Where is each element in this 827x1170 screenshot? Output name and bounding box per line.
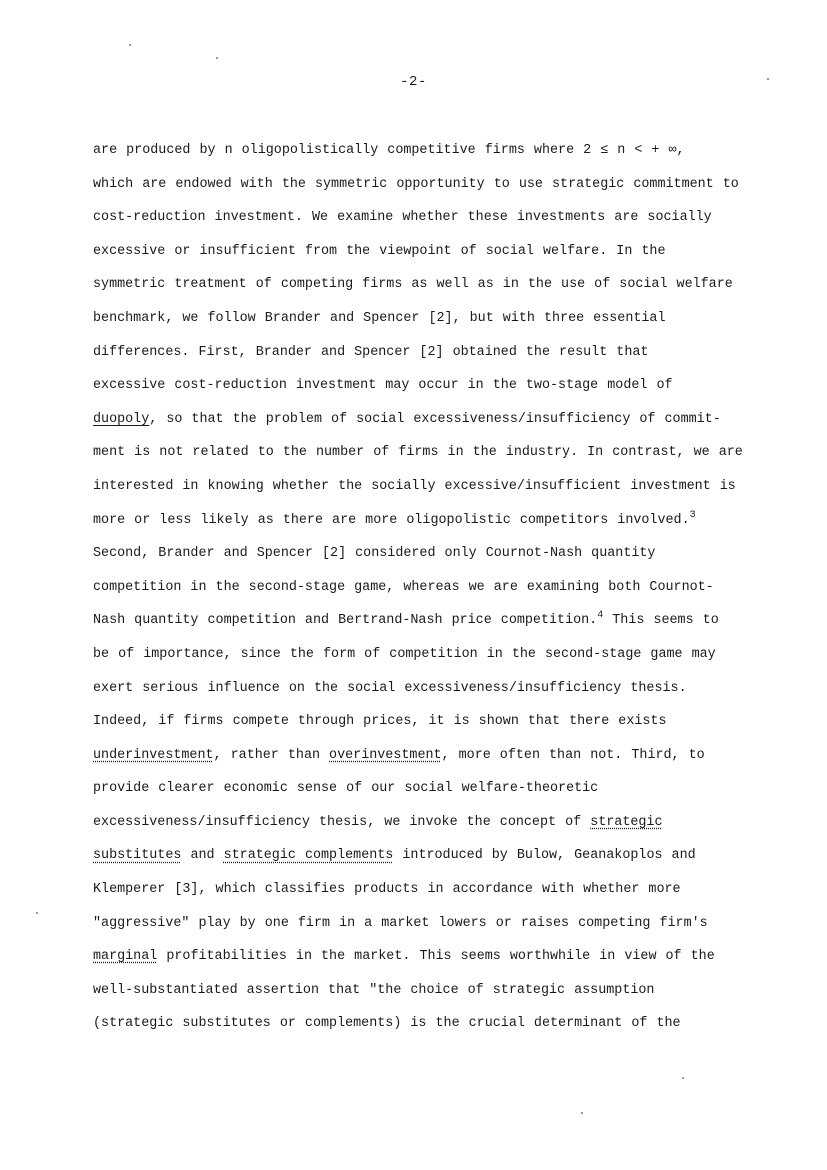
text-line bbox=[93, 510, 783, 544]
emphasized-text: strategic complements bbox=[223, 848, 394, 864]
text-line bbox=[93, 711, 783, 745]
text-segment: benchmark, we follow Brander and Spencer [2], but with three essential bbox=[93, 310, 666, 326]
text-line bbox=[93, 241, 783, 275]
text-line bbox=[93, 946, 783, 980]
text-line bbox=[93, 778, 783, 812]
text-line bbox=[93, 442, 783, 476]
text-segment: excessiveness/insufficiency thesis, we invoke the concept of bbox=[93, 814, 591, 830]
text-line bbox=[93, 745, 783, 779]
text-line bbox=[93, 409, 783, 443]
text-segment: Second, Brander and Spencer [2] considered only Cournot-Nash quantity bbox=[93, 546, 656, 562]
text-line bbox=[93, 980, 783, 1014]
text-segment: excessive cost-reduction investment may occur in the two-stage model of bbox=[93, 378, 673, 394]
text-line bbox=[93, 812, 783, 846]
text-segment: profitabilities in the market. This seems worthwhile in view of the bbox=[157, 949, 715, 965]
text-line bbox=[93, 845, 783, 879]
text-segment: interested in knowing whether the socially excessive/insufficient investment is bbox=[93, 478, 736, 494]
emphasized-text: overinvestment bbox=[329, 747, 442, 763]
scan-speck bbox=[129, 44, 131, 46]
emphasized-text: substitutes bbox=[93, 848, 182, 864]
text-line bbox=[93, 274, 783, 308]
text-segment: which are endowed with the symmetric opportunity to use strategic commitment to bbox=[93, 176, 739, 192]
text-segment: , rather than bbox=[213, 747, 330, 763]
text-line bbox=[93, 375, 783, 409]
text-line bbox=[93, 140, 783, 174]
text-segment: differences. First, Brander and Spencer [2] obtained the result that bbox=[93, 344, 649, 360]
text-line bbox=[93, 577, 783, 611]
scan-speck bbox=[216, 57, 218, 59]
text-segment: introduced by Bulow, Geanakoplos and bbox=[393, 848, 696, 864]
text-segment: competition in the second-stage game, whereas we are examining both Cournot- bbox=[93, 579, 714, 595]
text-segment: "aggressive" play by one firm in a market lowers or raises competing firm's bbox=[93, 915, 708, 931]
text-line bbox=[93, 342, 783, 376]
text-segment: ment is not related to the number of firms in the industry. In contrast, we are bbox=[93, 445, 743, 461]
text-segment: are produced by n oligopolistically competitive firms where 2 ≤ n < + ∞, bbox=[93, 143, 685, 158]
text-line bbox=[93, 308, 783, 342]
text-segment: well-substantiated assertion that "the choice of strategic assumption bbox=[93, 982, 655, 998]
text-line bbox=[93, 678, 783, 712]
scan-speck bbox=[581, 1112, 583, 1114]
text-line bbox=[93, 913, 783, 947]
text-segment: Nash quantity competition and Bertrand-Nash price competition. bbox=[93, 613, 598, 629]
footnote-marker: 3 bbox=[689, 509, 696, 521]
text-line bbox=[93, 879, 783, 913]
text-line bbox=[93, 476, 783, 510]
text-segment: symmetric treatment of competing firms as well as in the use of social welfare bbox=[93, 277, 733, 293]
text-line bbox=[93, 610, 783, 644]
text-segment: cost-reduction investment. We examine whether these investments are socially bbox=[93, 210, 712, 226]
text-line bbox=[93, 174, 783, 208]
text-segment: be of importance, since the form of competition in the second-stage game may bbox=[93, 646, 716, 662]
text-segment: more or less likely as there are more oligopolistic competitors involved. bbox=[93, 512, 690, 528]
text-segment: provide clearer economic sense of our social welfare-theoretic bbox=[93, 781, 599, 797]
text-segment: , so that the problem of social excessiveness/insufficiency of commit- bbox=[149, 411, 721, 427]
text-line bbox=[93, 644, 783, 678]
body-text bbox=[93, 140, 783, 1047]
emphasized-text: marginal bbox=[93, 949, 158, 965]
text-segment: and bbox=[181, 848, 224, 864]
emphasized-text: underinvestment bbox=[93, 747, 214, 763]
scan-speck bbox=[767, 78, 769, 80]
scan-speck bbox=[36, 912, 38, 914]
emphasized-text: duopoly bbox=[93, 411, 150, 427]
text-segment: excessive or insufficient from the viewpoint of social welfare. In the bbox=[93, 243, 666, 259]
emphasized-text: strategic bbox=[590, 814, 663, 830]
text-segment: (strategic substitutes or complements) is the crucial determinant of the bbox=[93, 1016, 681, 1032]
text-line bbox=[93, 207, 783, 241]
text-segment: Klemperer [3], which classifies products in accordance with whether more bbox=[93, 882, 681, 898]
text-segment: exert serious influence on the social excessiveness/insufficiency thesis. bbox=[93, 680, 687, 696]
scan-speck bbox=[682, 1077, 684, 1079]
text-line bbox=[93, 543, 783, 577]
page-number: -2- bbox=[400, 74, 427, 90]
text-segment: This seems to bbox=[603, 613, 719, 629]
footnote-marker: 4 bbox=[597, 610, 604, 622]
text-segment: , more often than not. Third, to bbox=[441, 747, 705, 763]
text-segment: Indeed, if firms compete through prices, it is shown that there exists bbox=[93, 714, 667, 730]
text-line bbox=[93, 1013, 783, 1047]
